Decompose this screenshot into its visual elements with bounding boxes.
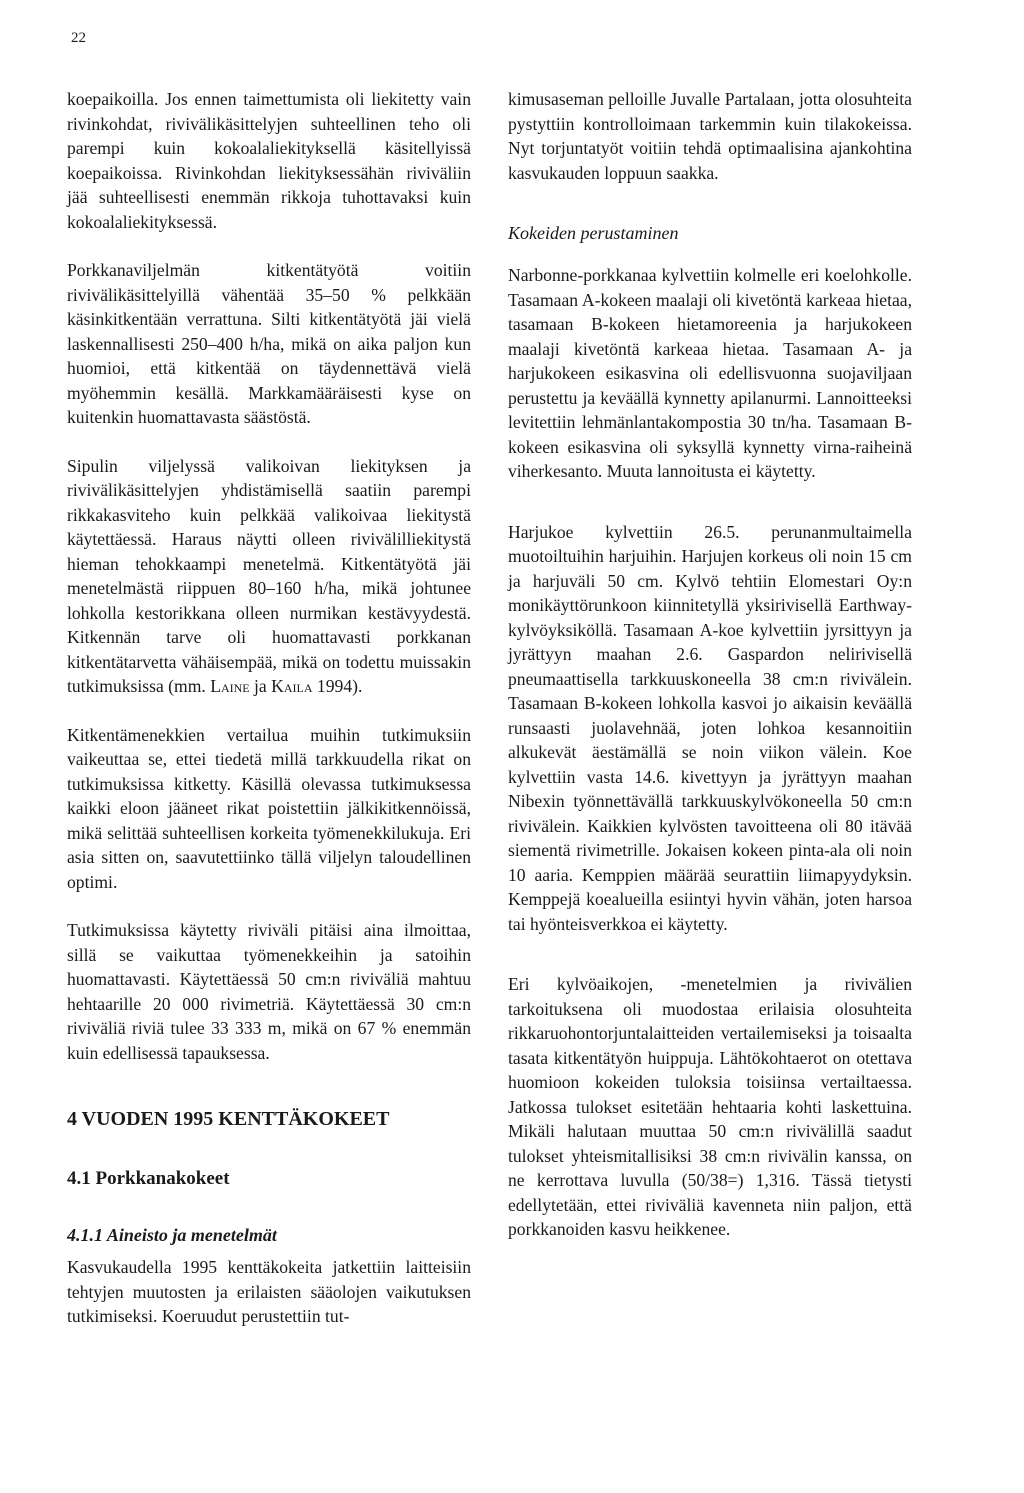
- paragraph: koepaikoilla. Jos ennen taimettumista oli liekitetty vain rivinkohdat, rivivälikäsittelyjen suhteellinen teho oli parempi kuin kokoalaliekityksellä käsitellyissä koepaikoissa. Rivinkohdan liekityksessähän riviväliin jää suhteellisesti enemmän rikkoja tuhottavaksi kuin kokoalaliekityksessä.: [67, 89, 471, 232]
- paragraph: Tutkimuksissa käytetty riviväli pitäisi aina ilmoittaa, sillä se vaikuttaa työmenekkeihin ja satoihin huomattavasti. Käytettäessä 50 cm:n riviväliä mahtuu hehtaarille 20 000 rivimetriä. Käytettäessä 30 cm:n riviväliä riviä tulee 33 333 m, mikä on 67 % enemmän kuin edellisessä tapauksessa.: [67, 920, 471, 1063]
- italic-heading: Kokeiden perustaminen: [508, 223, 679, 243]
- paragraph-text: Sipulin viljelyssä valikoivan liekityksen ja rivivälikäsittelyjen yhdistämisellä saatiin parempi rikkakasviteho kuin pelkkää valikoivaa liekitystä käytettäessä. Haraus näytti olleen rivivälilliekitystä hieman tehokkaampi menetelmä. Kitkentätyötä jäi menetelmästä riippuen 80–160 h/ha, mikä johtunee lohkolla kestorikkana olleen nurmikan kestävyydestä. Kitkennän tarve oli huomattavasti porkkanan kitkentätarvetta vähäisempää, mikä on todettu muissakin tutkimuksissa (mm.: [67, 455, 471, 696]
- author-name: Kaila: [271, 676, 313, 696]
- paragraph: Narbonne-porkkanaa kylvettiin kolmelle eri koelohkolle. Tasamaan A-kokeen maalaji oli kivetöntä karkeaa hietaa, tasamaan B-kokeen hietamoreenia ja harjukokeen maalaji kivetöntä karkeaa hietaa. Tasamaan A- ja harjukokeen esikasvina oli edellisvuonna suojaviljaan perustettu ja keväällä kynnetty apilanurmi. Lannoitteeksi levitettiin lehmänlantakompostia 30 tn/ha. Tasamaan B-kokeen esikasvina oli syksyllä kynnetty virna-raiheinä viherkesanto. Muuta lannoitusta ei käytetty.: [508, 265, 912, 481]
- paragraph: kimusaseman pelloille Juvalle Partalaan, jotta olosuhteita pystyttiin kontrolloimaan tarkemmin kuin tilakokeissa. Nyt torjuntatyöt voitiin tehdä optimaalisina ajankohtina kasvukauden loppuun saakka.: [508, 89, 912, 183]
- left-column: [67, 87, 471, 1353]
- paragraph: Eri kylvöaikojen, -menetelmien ja rivivälien tarkoituksena oli muodostaa erilaisia olosuhteita rikkaruohontorjuntalaitteiden vertailemiseksi ja toisaalta tasata kitkentätyön huippuja. Lähtökohtaerot on otettava huomioon kokeiden tuloksia toisiinsa vertailtaessa. Jatkossa tulokset esitetään hehtaaria kohti laskettuina. Mikäli halutaan muuttaa 50 cm:n rivivälillä saadut tulokset yhteismitallisiksi 38 cm:n rivivälin kanssa, on ne kerrottava luvulla (50/38=) 1,316. Tässä tietysti edellytetään, ettei riviväliä kavenneta niin paljon, että porkkanoiden kasvu heikkenee.: [508, 974, 912, 1239]
- citation-year: 1994).: [316, 676, 363, 696]
- page-number: 22: [71, 30, 86, 46]
- paragraph: Kasvukaudella 1995 kenttäkokeita jatkettiin laitteisiin tehtyjen muutosten ja erilaisten sääolojen vaikutuksen tutkimiseksi. Koeruudut perustettiin tut-: [67, 1257, 471, 1326]
- author-name: Laine: [210, 676, 250, 696]
- subsubsection-heading: 4.1.1 Aineisto ja menetelmät: [67, 1225, 277, 1245]
- conjunction: ja: [254, 676, 267, 696]
- paragraph: [67, 454, 471, 699]
- paragraph: Kitkentämenekkien vertailua muihin tutkimuksiin vaikeuttaa se, ettei tiedetä millä tarkkuudella rikat on tutkimuksissa kitketty. Käsillä olevassa tutkimuksessa kaikki eloon jääneet rikat poistettiin jälkikitkennöissä, mikä selittää suhteellisen korkeita työmenekkilukuja. Eri asia sitten on, saavutettiinko tällä viljelyn taloudellinen optimi.: [67, 724, 471, 892]
- section-heading: 4 VUODEN 1995 KENTTÄKOKEET: [67, 1108, 390, 1130]
- paragraph: Harjukoe kylvettiin 26.5. perunanmultaimella muotoiltuihin harjuihin. Harjujen korkeus oli noin 15 cm ja harjuväli 50 cm. Kylvö tehtiin Elomestari Oy:n monikäyttörunkoon kiinnitetyllä yksirivisellä Earthway-kylvöyksiköllä. Tasamaan A-koe kylvettiin jyrsittyyn ja jyrättyyn maahan 2.6. Gaspardon nelirivisellä pneumaattisella tarkkuuskoneella 38 cm:n rivivälein. Tasamaan B-kokeen lohkolla kasvoi jo aikaisin keväällä runsaasti juolavehnää, joten lohkoa kesannoitiin alkukevät äestämällä se noin viikon välein. Koe kylvettiin vasta 14.6. kivettyyn ja jyrättyyn maahan Nibexin työnnettävällä tarkkuuskylvökoneella 50 cm:n rivivälein. Kaikkien kylvösten tavoitteena oli 80 itävää siementä rivimetrille. Jokaisen kokeen pinta-ala oli noin 10 aaria. Kemppien määrää seurattiin liimapyydyksin. Kemppejä koealueilla esiintyi hyvin vähän, joten harsoa tai hyönteisverkkoa ei käytetty.: [508, 521, 912, 934]
- subsection-heading: 4.1 Porkkanakokeet: [67, 1168, 230, 1189]
- right-column: [508, 87, 912, 1266]
- paragraph: Porkkanaviljelmän kitkentätyötä voitiin rivivälikäsittelyillä vähentää 35–50 % pelkkään käsinkitkentään verrattuna. Silti kitkentätyötä jäi vielä laskennallisesti 250–400 h/ha, mikä on aika paljon kun huomioi, että kitkentää on täydennettävä vielä myöhemmin kesällä. Markkamääräisesti kyse on kuitenkin huomattavasta säästöstä.: [67, 260, 471, 427]
